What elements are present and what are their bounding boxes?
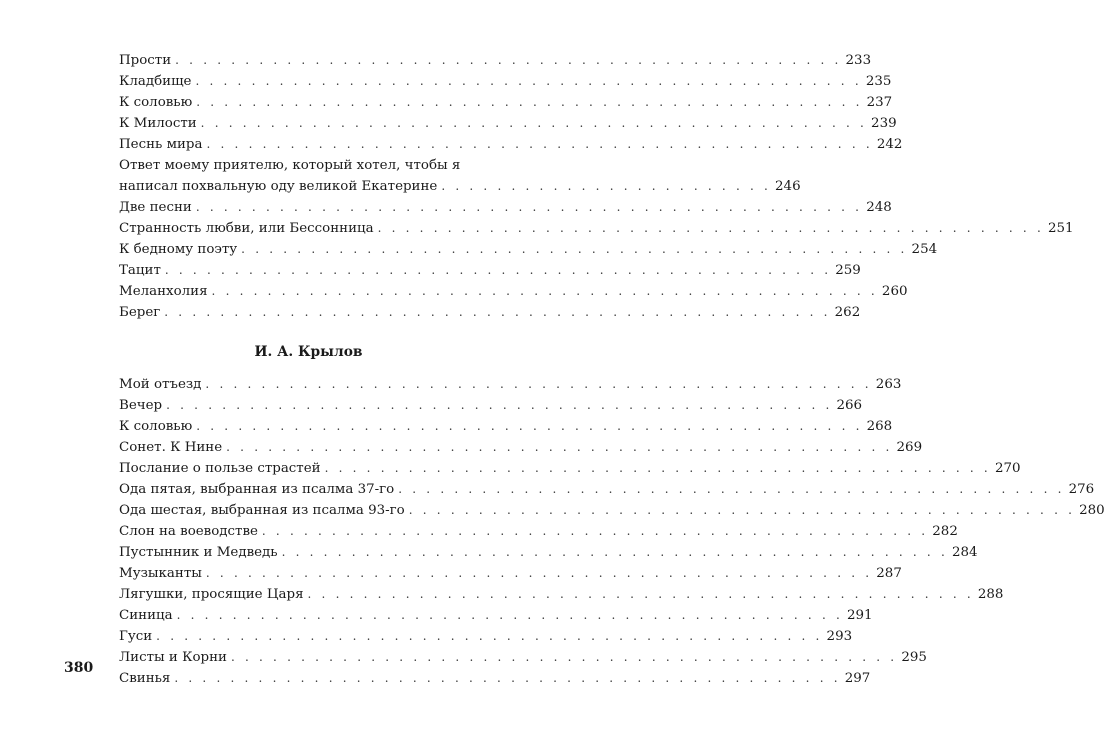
toc-entry[interactable]: Странность любви, или Бессонница . . . . . . . . . . . . . . . . . . . . . . . . . . . . . . . . . . . . . . . . . . . . . . . . 251 (119, 218, 498, 239)
toc-entry[interactable]: Пустынник и Медведь . . . . . . . . . . . . . . . . . . . . . . . . . . . . . . . . . . . . . . . . . . . . . . . . 284 (119, 542, 498, 563)
toc-entry[interactable]: Песнь мира . . . . . . . . . . . . . . . . . . . . . . . . . . . . . . . . . . . . . . . . . . . . . . . . 242 (119, 134, 498, 155)
dot-leader: . . . . . . . . . . . . . . . . . . . . . . . . . . . . . . . . . . . . . . . . . . . . . . . . (195, 200, 863, 214)
toc-entry-multiline[interactable]: Ответ моему приятелю, который хотел, чтобы я написал похвальную оду великой Екатерине . . . . . . . . . . . . . . . . . . . . . . . . 246 (119, 155, 498, 197)
dot-leader: . . . . . . . . . . . . . . . . . . . . . . . . . . . . . . . . . . . . . . . . . . . . . . . . (195, 74, 862, 88)
dot-leader: . . . . . . . . . . . . . . . . . . . . . . . . . . . . . . . . . . . . . . . . . . . . . . . . (205, 566, 873, 580)
dot-leader: . . . . . . . . . . . . . . . . . . . . . . . . . . . . . . . . . . . . . . . . . . . . . . . . (164, 305, 831, 319)
toc-entry[interactable]: Кладбище . . . . . . . . . . . . . . . . . . . . . . . . . . . . . . . . . . . . . . . . . . . . . . . . 235 (119, 71, 498, 92)
toc-entry[interactable]: Послание о пользе страстей . . . . . . . . . . . . . . . . . . . . . . . . . . . . . . . . . . . . . . . . . . . . . . . . 270 (119, 458, 498, 479)
dot-leader: . . . . . . . . . . . . . . . . . . . . . . . . . . . . . . . . . . . . . . . . . . . . . . . . (211, 284, 878, 298)
toc-entry[interactable]: Меланхолия . . . . . . . . . . . . . . . . . . . . . . . . . . . . . . . . . . . . . . . . . . . . . . . . 260 (119, 281, 498, 302)
dot-leader: . . . . . . . . . . . . . . . . . . . . . . . . . . . . . . . . . . . . . . . . . . . . . . . . (230, 650, 898, 664)
dot-leader: . . . . . . . . . . . . . . . . . . . . . . . . . . . . . . . . . . . . . . . . . . . . . . . . (196, 419, 863, 433)
dot-leader: . . . . . . . . . . . . . . . . . . . . . . . . . . . . . . . . . . . . . . . . . . . . . . . . (226, 440, 893, 454)
toc-entry[interactable]: Ода шестая, выбранная из псалма 93-го . . . . . . . . . . . . . . . . . . . . . . . . . . . . . . . . . . . . . . . . . . . . . . . . 280 (119, 500, 498, 521)
toc-entry[interactable]: Берег . . . . . . . . . . . . . . . . . . . . . . . . . . . . . . . . . . . . . . . . . . . . . . . . 262 (119, 302, 498, 323)
toc-entry[interactable]: Листы и Корни . . . . . . . . . . . . . . . . . . . . . . . . . . . . . . . . . . . . . . . . . . . . . . . . 295 (119, 647, 498, 668)
dot-leader: . . . . . . . . . . . . . . . . . . . . . . . . . . . . . . . . . . . . . . . . . . . . . . . . (176, 608, 843, 622)
toc-entry[interactable]: Музыканты . . . . . . . . . . . . . . . . . . . . . . . . . . . . . . . . . . . . . . . . . . . . . . . . 287 (119, 563, 498, 584)
toc-entry[interactable]: Тацит . . . . . . . . . . . . . . . . . . . . . . . . . . . . . . . . . . . . . . . . . . . . . . . . 259 (119, 260, 498, 281)
toc-entry[interactable]: Гуси . . . . . . . . . . . . . . . . . . . . . . . . . . . . . . . . . . . . . . . . . . . . . . . . 293 (119, 626, 498, 647)
toc-entry[interactable]: К соловью . . . . . . . . . . . . . . . . . . . . . . . . . . . . . . . . . . . . . . . . . . . . . . . . 237 (119, 92, 498, 113)
toc-entry[interactable]: К соловью . . . . . . . . . . . . . . . . . . . . . . . . . . . . . . . . . . . . . . . . . . . . . . . . 268 (119, 416, 498, 437)
section-heading: И. А. Крылов (254, 344, 363, 360)
toc-entry[interactable]: Мой отъезд . . . . . . . . . . . . . . . . . . . . . . . . . . . . . . . . . . . . . . . . . . . . . . . . 263 (119, 374, 498, 395)
toc-entry[interactable]: Свинья . . . . . . . . . . . . . . . . . . . . . . . . . . . . . . . . . . . . . . . . . . . . . . . . 297 (119, 668, 498, 689)
toc-entry[interactable]: Слон на воеводстве . . . . . . . . . . . . . . . . . . . . . . . . . . . . . . . . . . . . . . . . . . . . . . . . 282 (119, 521, 498, 542)
toc-entry[interactable]: К бедному поэту . . . . . . . . . . . . . . . . . . . . . . . . . . . . . . . . . . . . . . . . . . . . . . . . 254 (119, 239, 498, 260)
dot-leader: . . . . . . . . . . . . . . . . . . . . . . . . . . . . . . . . . . . . . . . . . . . . . . . . (196, 95, 863, 109)
toc-entry[interactable]: Вечер . . . . . . . . . . . . . . . . . . . . . . . . . . . . . . . . . . . . . . . . . . . . . . . . 266 (119, 395, 498, 416)
dot-leader: . . . . . . . . . . . . . . . . . . . . . . . . . . . . . . . . . . . . . . . . . . . . . . . . (281, 545, 948, 559)
toc-entry-line2: написал похвальную оду великой Екатерине (119, 179, 438, 194)
dot-leader: . . . . . . . . . . . . . . . . . . . . . . . . . . . . . . . . . . . . . . . . . . . . . . . . (200, 116, 868, 130)
dot-leader: . . . . . . . . . . . . . . . . . . . . . . . . . . . . . . . . . . . . . . . . . . . . . . . . (205, 377, 872, 391)
dot-leader: . . . . . . . . . . . . . . . . . . . . . . . . . . . . . . . . . . . . . . . . . . . . . . . . (377, 221, 1044, 235)
dot-leader: . . . . . . . . . . . . . . . . . . . . . . . . . . . . . . . . . . . . . . . . . . . . . . . . (166, 398, 833, 412)
toc-entry[interactable]: К Милости . . . . . . . . . . . . . . . . . . . . . . . . . . . . . . . . . . . . . . . . . . . . . . . . 239 (119, 113, 498, 134)
toc-entry[interactable]: Прости . . . . . . . . . . . . . . . . . . . . . . . . . . . . . . . . . . . . . . . . . . . . . . . . 233 (119, 50, 498, 71)
dot-leader: . . . . . . . . . . . . . . . . . . . . . . . . . . . . . . . . . . . . . . . . . . . . . . . . (261, 524, 929, 538)
dot-leader: . . . . . . . . . . . . . . . . . . . . . . . . . . . . . . . . . . . . . . . . . . . . . . . . (164, 263, 832, 277)
toc-entry[interactable]: Лягушки, просящие Царя . . . . . . . . . . . . . . . . . . . . . . . . . . . . . . . . . . . . . . . . . . . . . . . . 288 (119, 584, 498, 605)
dot-leader: . . . . . . . . . . . . . . . . . . . . . . . . . . . . . . . . . . . . . . . . . . . . . . . . (175, 53, 842, 67)
toc-entry[interactable]: Ода пятая, выбранная из псалма 37-го . . . . . . . . . . . . . . . . . . . . . . . . . . . . . . . . . . . . . . . . . . . . . . . . 276 (119, 479, 498, 500)
dot-leader: . . . . . . . . . . . . . . . . . . . . . . . . . . . . . . . . . . . . . . . . . . . . . . . . (241, 242, 908, 256)
dot-leader: . . . . . . . . . . . . . . . . . . . . . . . . . . . . . . . . . . . . . . . . . . . . . . . . (174, 671, 841, 685)
toc-entry[interactable]: Синица . . . . . . . . . . . . . . . . . . . . . . . . . . . . . . . . . . . . . . . . . . . . . . . . 291 (119, 605, 498, 626)
toc-entry-line1: Ответ моему приятелю, который хотел, чтобы я (119, 158, 461, 173)
table-of-contents (119, 50, 1105, 689)
dot-leader: . . . . . . . . . . . . . . . . . . . . . . . . . . . . . . . . . . . . . . . . . . . . . . . . (398, 482, 1065, 496)
toc-entry[interactable]: Сонет. К Нине . . . . . . . . . . . . . . . . . . . . . . . . . . . . . . . . . . . . . . . . . . . . . . . . 269 (119, 437, 498, 458)
dot-leader: . . . . . . . . . . . . . . . . . . . . . . . . . . . . . . . . . . . . . . . . . . . . . . . . (324, 461, 991, 475)
toc-entry[interactable]: Две песни . . . . . . . . . . . . . . . . . . . . . . . . . . . . . . . . . . . . . . . . . . . . . . . . 248 (119, 197, 498, 218)
dot-leader: . . . . . . . . . . . . . . . . . . . . . . . . . . . . . . . . . . . . . . . . . . . . . . . . (307, 587, 974, 601)
dot-leader: . . . . . . . . . . . . . . . . . . . . . . . . . . . . . . . . . . . . . . . . . . . . . . . . (156, 629, 823, 643)
dot-leader: . . . . . . . . . . . . . . . . . . . . . . . . . . . . . . . . . . . . . . . . . . . . . . . . (206, 137, 873, 151)
dot-leader: . . . . . . . . . . . . . . . . . . . . . . . . (441, 179, 772, 193)
dot-leader: . . . . . . . . . . . . . . . . . . . . . . . . . . . . . . . . . . . . . . . . . . . . . . . . (408, 503, 1076, 517)
page-number: 380 (64, 660, 94, 676)
